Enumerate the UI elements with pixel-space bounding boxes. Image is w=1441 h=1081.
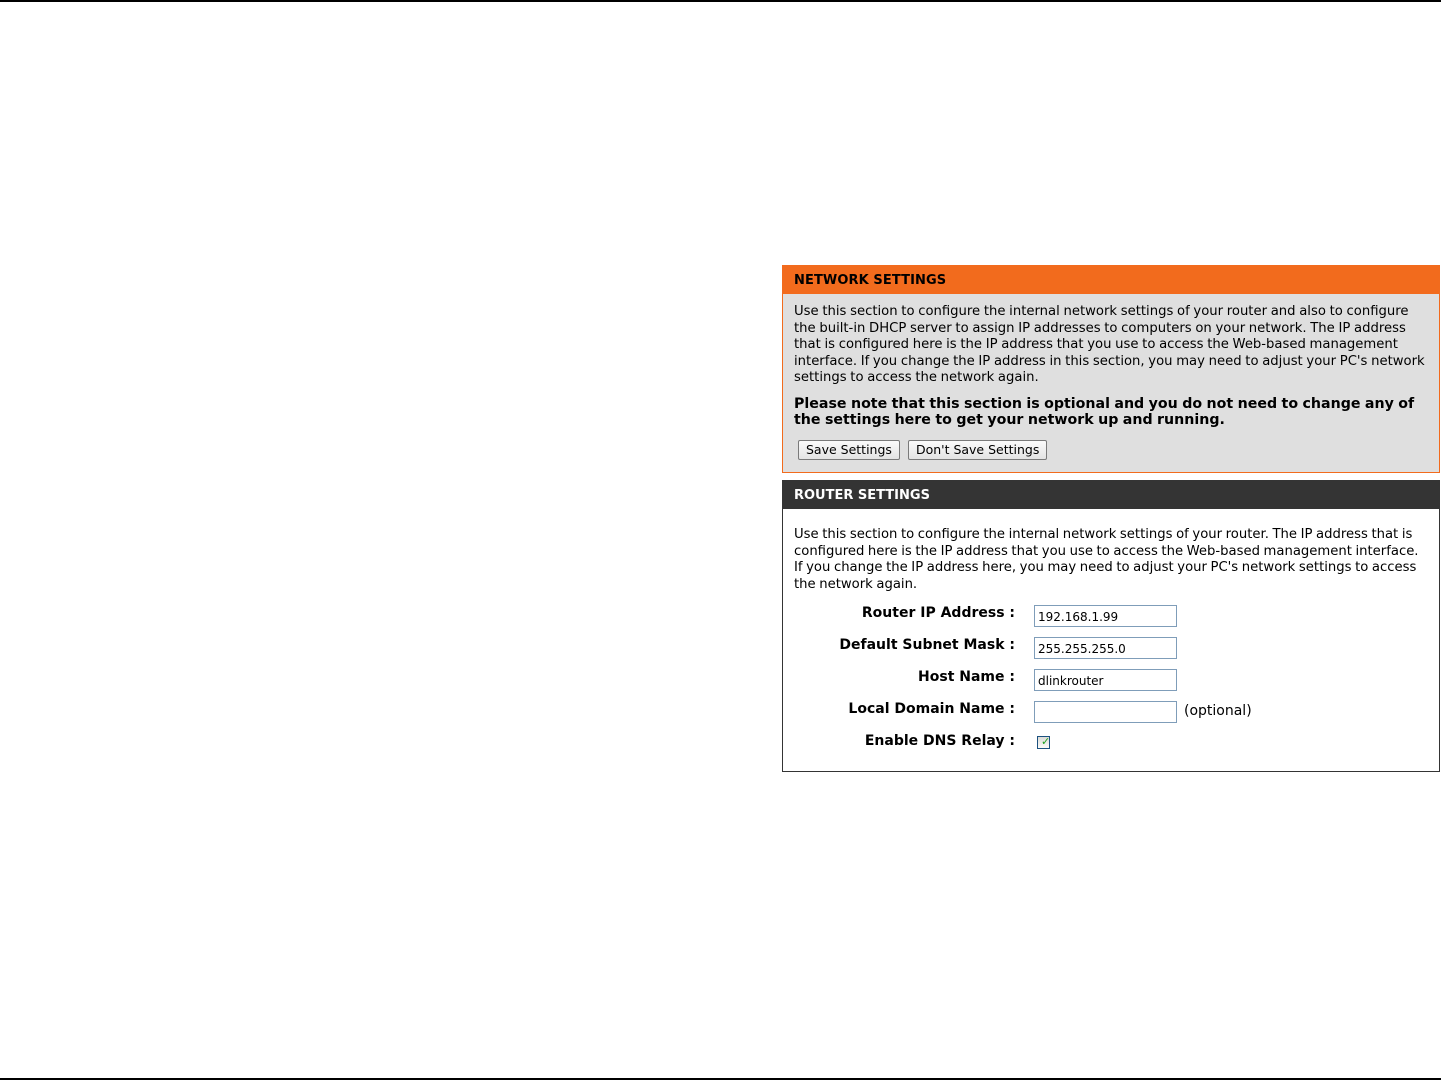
local-domain-optional-hint: (optional)	[1184, 703, 1252, 720]
host-name-label: Host Name :	[918, 669, 1015, 686]
router-ip-input[interactable]	[1034, 605, 1177, 627]
action-buttons	[794, 440, 1429, 462]
local-domain-input[interactable]	[1034, 701, 1177, 723]
router-ip-label: Router IP Address :	[861, 605, 1015, 622]
network-settings-panel	[782, 265, 1440, 473]
bottom-divider	[0, 1078, 1441, 1080]
router-settings-title: ROUTER SETTINGS	[783, 481, 1439, 509]
subnet-mask-label: Default Subnet Mask :	[839, 637, 1015, 654]
dns-relay-checkbox[interactable]	[1037, 736, 1050, 749]
network-settings-description: Use this section to configure the internal network settings of your router and also to configure the built-in DHCP server to assign IP addresses to computers on your network. The IP address that is configured here is the IP address that you use to access the Web-based management interface. If you change the IP address in this section, you may need to adjust your PC's network settings to access the network again.	[794, 304, 1425, 386]
host-name-input[interactable]	[1034, 669, 1177, 691]
dns-relay-label: Enable DNS Relay :	[864, 733, 1015, 750]
router-settings-body	[783, 509, 1439, 763]
router-settings-description: Use this section to configure the internal network settings of your router. The IP address that is configured here is the IP address that you use to access the Web-based management interface. If you change the IP address here, you may need to adjust your PC's network settings to access the network again.	[794, 527, 1419, 592]
local-domain-label: Local Domain Name :	[848, 701, 1015, 718]
dont-save-settings-button[interactable]: Don't Save Settings	[908, 440, 1047, 460]
save-settings-button[interactable]: Save Settings	[798, 440, 900, 460]
network-settings-title: NETWORK SETTINGS	[783, 266, 1439, 294]
router-ip-row	[794, 603, 1429, 635]
router-settings-panel	[782, 480, 1440, 772]
checkmark-icon: ✓	[1041, 735, 1051, 749]
dns-relay-row	[794, 731, 1429, 763]
subnet-mask-input[interactable]	[1034, 637, 1177, 659]
network-settings-note: Please note that this section is optional and you do not need to change any of the settings here to get your network up and running.	[794, 395, 1415, 429]
network-settings-body	[783, 294, 1439, 462]
top-divider	[0, 0, 1441, 2]
router-settings-form	[794, 603, 1429, 763]
local-domain-row	[794, 699, 1429, 731]
subnet-mask-row	[794, 635, 1429, 667]
host-name-row	[794, 667, 1429, 699]
